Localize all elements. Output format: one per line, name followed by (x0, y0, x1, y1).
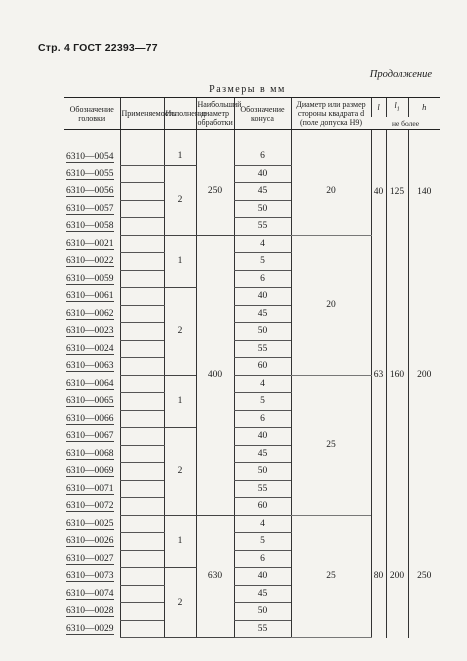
l1-cell: 125 (386, 148, 408, 235)
designation-value: 6310—0057 (66, 203, 114, 214)
designation-value: 6310—0069 (66, 466, 114, 477)
applicability-cell (120, 620, 164, 638)
applicability-cell (120, 568, 164, 586)
designation-cell (64, 218, 120, 236)
designation-value: 6310—0073 (66, 571, 114, 582)
cone-cell: 40 (234, 568, 291, 586)
cone-cell: 6 (234, 148, 291, 165)
applicability-cell (120, 305, 164, 323)
l-cell: 80 (371, 515, 386, 638)
applicability-cell (120, 498, 164, 516)
designation-value: 6310—0029 (66, 623, 114, 634)
header-bore: Диаметр или размер стороны квадрата d (поле допуска H9) (291, 98, 371, 130)
l-cell: 63 (371, 235, 386, 515)
designation-value: 6310—0056 (66, 186, 114, 197)
header-not-more: не более (371, 117, 440, 129)
max-diameter-cell: 630 (196, 515, 234, 638)
sizes-caption: Размеры в мм (209, 84, 286, 95)
applicability-cell (120, 270, 164, 288)
cone-cell: 6 (234, 410, 291, 428)
applicability-cell (120, 358, 164, 376)
designation-cell (64, 235, 120, 253)
applicability-cell (120, 183, 164, 201)
applicability-cell (120, 375, 164, 393)
cone-cell: 40 (234, 165, 291, 183)
version-cell: 1 (164, 375, 196, 428)
h-cell: 140 (408, 148, 440, 235)
max-diameter-cell: 400 (196, 235, 234, 515)
designation-cell (64, 200, 120, 218)
applicability-cell (120, 340, 164, 358)
applicability-cell (120, 603, 164, 621)
cone-cell: 6 (234, 550, 291, 568)
version-cell: 2 (164, 165, 196, 235)
applicability-cell (120, 463, 164, 481)
designation-cell (64, 375, 120, 393)
designation-value: 6310—0062 (66, 308, 114, 319)
applicability-cell (120, 480, 164, 498)
designation-value: 6310—0021 (66, 238, 114, 249)
applicability-cell (120, 165, 164, 183)
table-body (64, 148, 440, 638)
cone-cell: 45 (234, 585, 291, 603)
cone-cell: 50 (234, 603, 291, 621)
designation-value: 6310—0026 (66, 536, 114, 547)
applicability-cell (120, 218, 164, 236)
designation-value: 6310—0071 (66, 483, 114, 494)
designation-cell (64, 533, 120, 551)
designation-value: 6310—0067 (66, 431, 114, 442)
designation-value: 6310—0065 (66, 396, 114, 407)
cone-cell: 4 (234, 235, 291, 253)
designation-value: 6310—0023 (66, 326, 114, 337)
header-designation: Обозначение головки (64, 98, 120, 130)
designation-cell (64, 585, 120, 603)
applicability-cell (120, 235, 164, 253)
applicability-cell (120, 533, 164, 551)
version-cell: 1 (164, 235, 196, 288)
applicability-cell (120, 288, 164, 306)
cone-cell: 55 (234, 218, 291, 236)
designation-cell (64, 463, 120, 481)
cone-cell: 55 (234, 340, 291, 358)
cone-cell: 4 (234, 375, 291, 393)
designation-value: 6310—0055 (66, 168, 114, 179)
bore-cell: 25 (291, 515, 371, 638)
designation-cell (64, 253, 120, 271)
version-cell: 2 (164, 568, 196, 638)
version-cell: 1 (164, 148, 196, 165)
designation-cell (64, 410, 120, 428)
cone-cell: 40 (234, 428, 291, 446)
header-l: l (371, 98, 386, 118)
designation-value: 6310—0027 (66, 553, 114, 564)
continued-label: Продолжение (369, 69, 432, 80)
designation-value: 6310—0066 (66, 413, 114, 424)
cone-cell: 6 (234, 270, 291, 288)
header-applicability: Применяемость (120, 98, 164, 130)
table-row (64, 515, 440, 533)
designation-cell (64, 340, 120, 358)
designation-value: 6310—0022 (66, 256, 114, 267)
designation-cell (64, 183, 120, 201)
designation-cell (64, 358, 120, 376)
version-cell: 2 (164, 428, 196, 516)
cone-cell: 4 (234, 515, 291, 533)
applicability-cell (120, 428, 164, 446)
designation-cell (64, 498, 120, 516)
cone-cell: 50 (234, 200, 291, 218)
designation-value: 6310—0024 (66, 343, 114, 354)
cone-cell: 50 (234, 463, 291, 481)
cone-cell: 5 (234, 533, 291, 551)
designation-cell (64, 428, 120, 446)
designation-cell (64, 445, 120, 463)
designation-value: 6310—0068 (66, 448, 114, 459)
designation-value: 6310—0072 (66, 501, 114, 512)
applicability-cell (120, 323, 164, 341)
designation-value: 6310—0061 (66, 291, 114, 302)
designation-value: 6310—0063 (66, 361, 114, 372)
max-diameter-cell: 250 (196, 148, 234, 235)
designation-value: 6310—0058 (66, 221, 114, 232)
applicability-cell (120, 253, 164, 271)
header-version: Исполнение (164, 98, 196, 130)
designation-value: 6310—0028 (66, 606, 114, 617)
designation-cell (64, 480, 120, 498)
bore-cell: 20 (291, 235, 371, 375)
cone-cell: 45 (234, 445, 291, 463)
applicability-cell (120, 148, 164, 165)
designation-cell (64, 288, 120, 306)
designation-cell (64, 270, 120, 288)
cone-cell: 60 (234, 498, 291, 516)
designation-cell (64, 148, 120, 165)
designation-cell (64, 323, 120, 341)
h-cell: 200 (408, 235, 440, 515)
applicability-cell (120, 550, 164, 568)
cone-cell: 50 (234, 323, 291, 341)
h-cell: 250 (408, 515, 440, 638)
cone-cell: 55 (234, 480, 291, 498)
designation-value: 6310—0074 (66, 588, 114, 599)
l1-cell: 160 (386, 235, 408, 515)
applicability-cell (120, 445, 164, 463)
cone-cell: 5 (234, 253, 291, 271)
designation-cell (64, 603, 120, 621)
designation-cell (64, 515, 120, 533)
applicability-cell (120, 200, 164, 218)
cone-cell: 5 (234, 393, 291, 411)
designation-cell (64, 550, 120, 568)
header-h: h (408, 98, 440, 118)
applicability-cell (120, 515, 164, 533)
cone-cell: 45 (234, 305, 291, 323)
dimensions-table (64, 97, 440, 638)
designation-value: 6310—0059 (66, 273, 114, 284)
designation-value: 6310—0054 (66, 151, 114, 162)
table-row (64, 148, 440, 165)
header-l1: $l_1$ (386, 98, 408, 118)
cone-cell: 40 (234, 288, 291, 306)
version-cell: 2 (164, 288, 196, 376)
applicability-cell (120, 393, 164, 411)
page-header: Стр. 4 ГОСТ 22393—77 (38, 42, 158, 54)
l-cell: 40 (371, 148, 386, 235)
designation-value: 6310—0064 (66, 378, 114, 389)
applicability-cell (120, 410, 164, 428)
cone-cell: 60 (234, 358, 291, 376)
bore-cell: 25 (291, 375, 371, 515)
l1-cell: 200 (386, 515, 408, 638)
designation-cell (64, 165, 120, 183)
designation-value: 6310—0025 (66, 518, 114, 529)
bore-cell: 20 (291, 148, 371, 235)
designation-cell (64, 620, 120, 638)
designation-cell (64, 568, 120, 586)
cone-cell: 45 (234, 183, 291, 201)
table-row (64, 235, 440, 253)
header-cone: Обозначение конуса (234, 98, 291, 130)
designation-cell (64, 305, 120, 323)
cone-cell: 55 (234, 620, 291, 638)
version-cell: 1 (164, 515, 196, 568)
designation-cell (64, 393, 120, 411)
applicability-cell (120, 585, 164, 603)
header-max-diameter: Наибольший диаметр обработки (196, 98, 234, 130)
